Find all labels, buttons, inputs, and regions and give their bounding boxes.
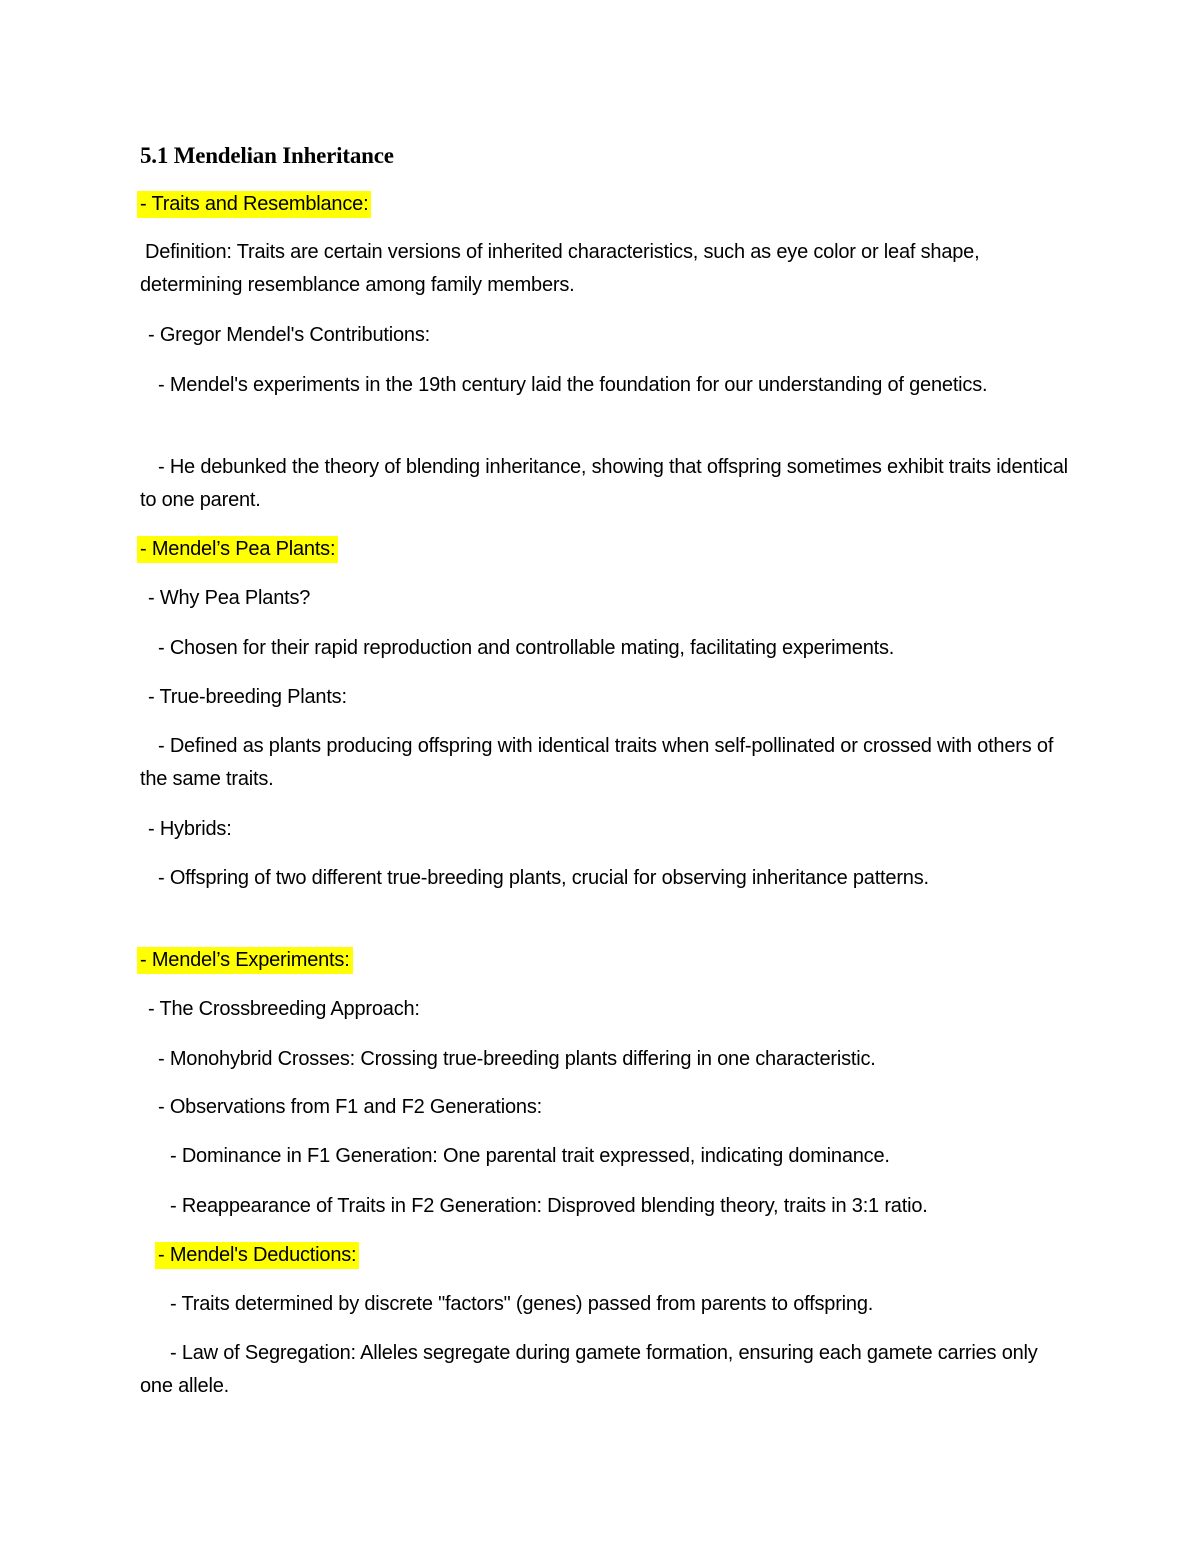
bullet-discrete-factors: - Traits determined by discrete "factors" (genes) passed from parents to offspring. <box>170 1293 874 1315</box>
heading-experiments <box>140 944 1070 977</box>
subheading-crossbreeding: - The Crossbreeding Approach: <box>148 998 420 1020</box>
highlighted-heading: - Mendel’s Pea Plants: <box>137 536 338 563</box>
bullet-mendel-experiments: - Mendel's experiments in the 19th century laid the foundation for our understanding of genetics. <box>158 374 988 396</box>
subheading-hybrids: - Hybrids: <box>148 818 232 840</box>
highlighted-heading: - Traits and Resemblance: <box>137 191 371 218</box>
bullet-dominance-f1: - Dominance in F1 Generation: One parental trait expressed, indicating dominance. <box>170 1145 890 1167</box>
highlighted-heading: - Mendel’s Experiments: <box>137 947 353 974</box>
heading-traits-resemblance <box>140 188 1070 221</box>
heading-deductions <box>140 1239 1070 1272</box>
bullet-observations: - Observations from F1 and F2 Generations: <box>158 1096 542 1118</box>
subheading-gregor-mendel: - Gregor Mendel's Contributions: <box>148 324 430 346</box>
bullet-reappearance-f2: - Reappearance of Traits in F2 Generation: Disproved blending theory, traits in 3:1 ratio. <box>170 1195 928 1217</box>
bullet-monohybrid-crosses: - Monohybrid Crosses: Crossing true-breeding plants differing in one characteristic. <box>158 1048 876 1070</box>
subheading-true-breeding: - True-breeding Plants: <box>148 686 347 708</box>
heading-pea-plants <box>140 533 1070 566</box>
bullet-rapid-reproduction: - Chosen for their rapid reproduction and controllable mating, facilitating experiments. <box>158 637 895 659</box>
bullet-hybrids-definition: - Offspring of two different true-breeding plants, crucial for observing inheritance patterns. <box>158 867 929 889</box>
bullet-true-breeding-definition: - Defined as plants producing offspring with identical traits when self-pollinated or crossed with others of the same traits. <box>140 735 1054 790</box>
bullet-blending-inheritance: - He debunked the theory of blending inheritance, showing that offspring sometimes exhibit traits identical to one parent. <box>140 456 1068 511</box>
bullet-law-of-segregation: - Law of Segregation: Alleles segregate during gamete formation, ensuring each gamete carries only one allele. <box>140 1342 1038 1397</box>
definition-paragraph: Definition: Traits are certain versions of inherited characteristics, such as eye color or leaf shape, determining resemblance among family members. <box>140 241 980 296</box>
highlighted-heading: - Mendel's Deductions: <box>155 1242 359 1269</box>
section-title: 5.1 Mendelian Inheritance <box>140 143 394 168</box>
subheading-why-pea-plants: - Why Pea Plants? <box>148 587 311 609</box>
